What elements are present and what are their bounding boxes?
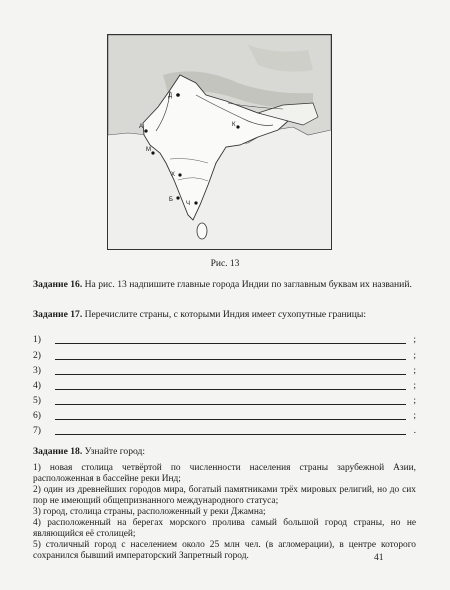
answer-rule (55, 404, 406, 405)
answer-line-number: 5) (33, 395, 41, 406)
answer-line-number: 6) (33, 410, 41, 421)
map-label-ch: Ч (186, 201, 190, 207)
answer-line-5[interactable] (33, 395, 416, 407)
answer-line-end: ; (413, 395, 416, 406)
task18-item-5: 5) столичный город с населением около 25 млн чел. (в агломерации), в центре которого сохранился бывший императорский Запретный город. (33, 540, 416, 561)
task18-item-2: 2) один из древнейших городов мира, богатый памятниками трёх мировых религий, но до сих пор не имеющий общепризнанного международного статуса; (33, 485, 416, 506)
answer-line-end: ; (413, 350, 416, 361)
answer-line-4[interactable] (33, 380, 416, 392)
map-label-x: Х (171, 172, 176, 178)
figure-caption: Рис. 13 (210, 259, 240, 269)
task16-block (33, 279, 416, 290)
answer-rule (55, 374, 406, 375)
answer-line-number: 7) (33, 425, 41, 436)
answer-rule (55, 389, 406, 390)
task17-text: Перечислите страны, с которыми Индия имеет сухопутные границы: (84, 309, 367, 320)
task18-label: Задание 18. (33, 446, 83, 457)
task17-label: Задание 17. (33, 309, 83, 320)
task18-item-4: 4) расположенный на берегах морского пролива самый большой город страны, но не являющийся её столицей; (33, 518, 416, 539)
task18-text: Узнайте город: (84, 446, 146, 457)
answer-line-number: 4) (33, 380, 41, 391)
answer-rule (55, 359, 406, 360)
answer-rule (55, 419, 406, 420)
answer-line-end: ; (413, 380, 416, 391)
answer-line-end: ; (413, 365, 416, 376)
map-label-a: А (139, 124, 144, 130)
page-number: 41 (374, 553, 384, 563)
answer-line-3[interactable] (33, 365, 416, 377)
map-label-b: Б (169, 197, 173, 203)
answer-line-7[interactable] (33, 425, 416, 437)
map-figure (107, 34, 332, 250)
answer-line-end: . (413, 425, 416, 436)
map-label-d: Д (168, 93, 173, 99)
answer-line-6[interactable] (33, 410, 416, 422)
task16-label: Задание 16. (33, 279, 83, 290)
task16-text: На рис. 13 надпишите главные города Индии по заглавным буквам их названий. (84, 279, 412, 290)
answer-line-2[interactable] (33, 350, 416, 362)
answer-line-number: 2) (33, 350, 41, 361)
answer-rule (55, 343, 406, 344)
task18-item-1: 1) новая столица четвёртой по численности населения страны зарубежной Азии, расположенная в бассейне реки Инд; (33, 463, 416, 484)
answer-line-end: ; (413, 334, 416, 345)
answer-line-1[interactable] (33, 334, 416, 346)
india-map (108, 35, 331, 249)
answer-line-number: 3) (33, 365, 41, 376)
task17-block (33, 309, 416, 320)
task18-item-3: 3) город, столица страны, расположенный у реки Джамна; (33, 507, 266, 517)
map-label-k: К (232, 122, 236, 128)
answer-line-end: ; (413, 410, 416, 421)
task18-block (33, 446, 416, 457)
answer-rule (55, 434, 406, 435)
answer-line-number: 1) (33, 334, 41, 345)
map-label-m: М (146, 147, 151, 153)
